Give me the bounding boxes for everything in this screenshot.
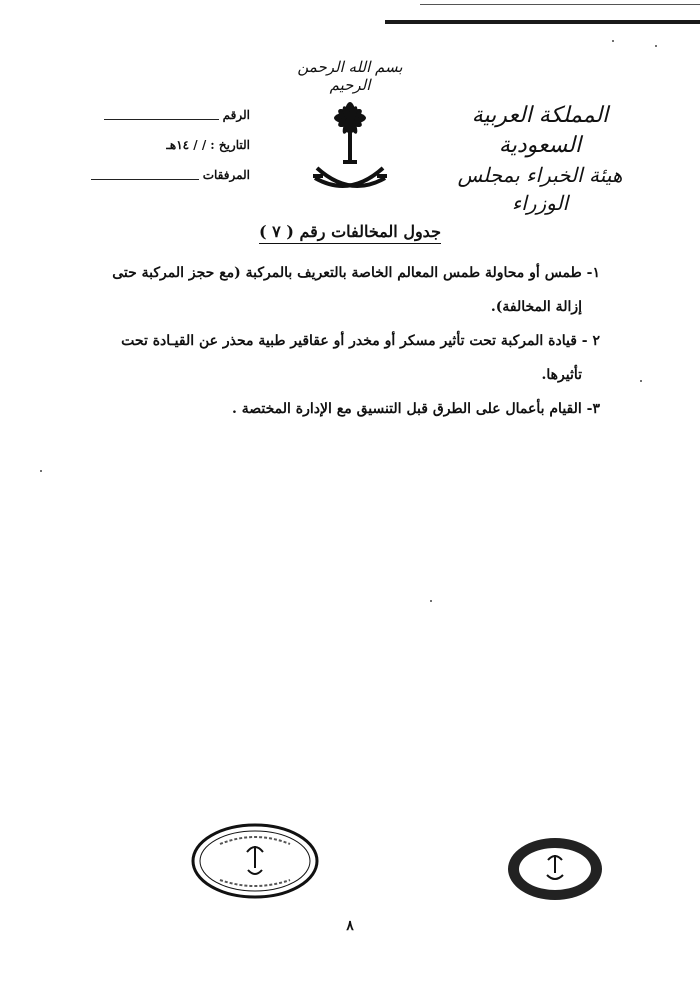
kingdom-name: المملكة العربية السعودية [471,103,609,158]
letterhead-org [430,101,650,217]
official-seal-left [190,822,320,900]
list-item: ٢ - قيادة المركبة تحت تأثير مسكر أو مخدر أو عقاقير طبية محذر عن القيـادة تحت [121,333,600,349]
reference-block [60,100,250,190]
date-value: / / ١٤هـ [166,138,207,152]
authority-name: هيئة الخبراء بمجلس الوزراء [457,163,623,215]
scan-speck [40,470,42,472]
date-row [60,130,250,160]
list-item-continuation: إزالة المخالفة). [490,299,582,315]
ref-blank [104,111,219,120]
attachments-label: المرفقات [202,168,250,182]
list-item: ١- طمس أو محاولة طمس المعالم الخاصة بالتعريف بالمركبة (مع حجز المركبة حتى [112,265,600,281]
document-title-text: جدول المخالفات رقم ( ٧ ) [259,222,441,244]
top-edge-line [420,4,700,5]
document-title [240,222,460,241]
attachments-blank [91,171,199,180]
attachments-row [60,160,250,190]
scan-speck [612,40,614,42]
date-label: التاريخ : [210,138,250,152]
scan-speck [430,600,432,602]
basmala: بسم الله الرحمن الرحيم [297,58,403,94]
violations-list [100,256,600,426]
scan-speck [640,380,642,382]
official-seal-right [505,835,605,903]
list-item: ٣- القيام بأعمال على الطرق قبل التنسيق مع الإدارة المختصة . [232,401,600,417]
header-rule [385,20,700,24]
ref-label: الرقم [222,108,250,122]
list-item-continuation: تأثيرها. [541,367,582,383]
ref-row [60,100,250,130]
saudi-emblem-icon [305,96,395,198]
scan-speck [655,45,657,47]
page-number: ٨ [346,918,354,934]
